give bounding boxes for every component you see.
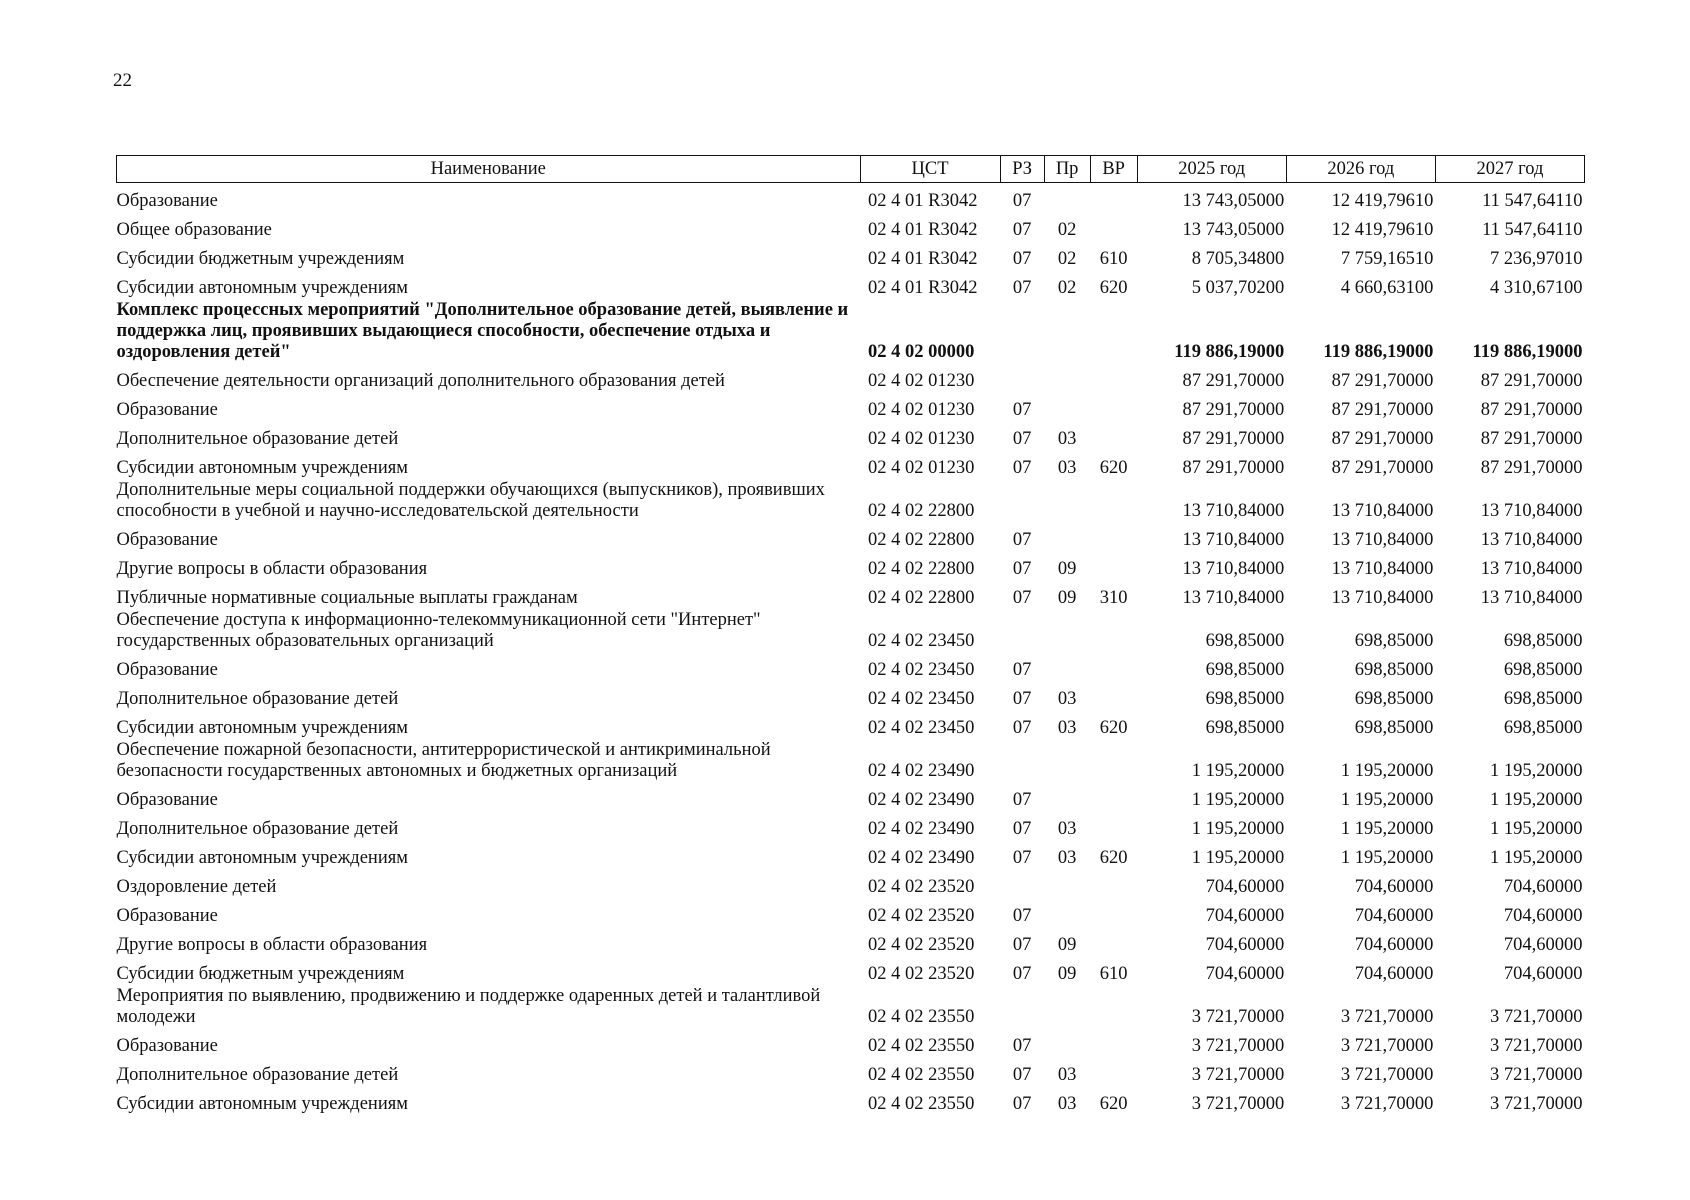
cell-2027: 3 721,70000 xyxy=(1490,1093,1583,1114)
cell-2027: 1 195,20000 xyxy=(1490,760,1583,781)
cell-rz: 07 xyxy=(1012,789,1032,810)
cell-cst: 02 4 02 23520 xyxy=(868,905,975,926)
cell-name: Другие вопросы в области образования xyxy=(116,934,428,955)
cell-name: Субсидии бюджетным учреждениям xyxy=(116,963,405,984)
cell-pr: 03 xyxy=(1057,1064,1077,1085)
header-rz: РЗ xyxy=(1000,156,1044,183)
cell-pr xyxy=(1044,652,1090,681)
cell-vr xyxy=(1090,782,1137,811)
cell-2025: 13 710,84000 xyxy=(1182,500,1285,521)
cell-rz: 07 xyxy=(1012,248,1032,269)
cell-vr xyxy=(1090,183,1137,212)
cell-2025: 704,60000 xyxy=(1205,905,1285,926)
cell-cst: 02 4 02 23490 xyxy=(868,789,975,810)
cell-rz: 07 xyxy=(1012,558,1032,579)
cell-rz: 07 xyxy=(1012,1093,1032,1114)
cell-2025: 87 291,70000 xyxy=(1182,399,1285,420)
cell-2026: 1 195,20000 xyxy=(1340,760,1434,781)
cell-2027: 119 886,19000 xyxy=(1472,341,1583,362)
cell-2026: 87 291,70000 xyxy=(1331,399,1434,420)
cell-pr xyxy=(1044,299,1090,363)
header-cst: ЦСТ xyxy=(860,156,1000,183)
cell-2025: 87 291,70000 xyxy=(1182,457,1285,478)
cell-2026: 119 886,19000 xyxy=(1323,341,1434,362)
cell-cst: 02 4 02 23490 xyxy=(868,760,975,781)
cell-2025: 13 710,84000 xyxy=(1182,529,1285,550)
table-row xyxy=(117,652,1585,681)
cell-pr xyxy=(1044,985,1090,1028)
cell-2026: 704,60000 xyxy=(1354,905,1434,926)
table-row xyxy=(117,985,1585,1028)
table-row xyxy=(117,898,1585,927)
cell-vr xyxy=(1090,985,1137,1028)
cell-rz: 07 xyxy=(1012,688,1032,709)
cell-cst: 02 4 02 23520 xyxy=(868,963,975,984)
cell-cst: 02 4 02 01230 xyxy=(868,370,975,391)
cell-cst: 02 4 02 23520 xyxy=(868,934,975,955)
cell-vr: 620 xyxy=(1099,847,1128,868)
cell-cst: 02 4 02 01230 xyxy=(868,428,975,449)
cell-2027: 11 547,64110 xyxy=(1482,219,1583,240)
table-row xyxy=(117,927,1585,956)
cell-pr xyxy=(1044,739,1090,782)
cell-cst: 02 4 02 23450 xyxy=(868,659,975,680)
cell-2025: 698,85000 xyxy=(1205,630,1285,651)
cell-2026: 698,85000 xyxy=(1354,688,1434,709)
header-vr: ВР xyxy=(1090,156,1137,183)
cell-pr: 09 xyxy=(1057,963,1077,984)
cell-name: Обеспечение деятельности организаций дополнительного образования детей xyxy=(116,370,725,391)
cell-2025: 13 743,05000 xyxy=(1182,219,1285,240)
cell-2026: 1 195,20000 xyxy=(1340,789,1434,810)
cell-name: Образование xyxy=(116,789,218,810)
cell-2025: 13 710,84000 xyxy=(1182,558,1285,579)
cell-name: Образование xyxy=(116,905,218,926)
cell-vr: 610 xyxy=(1099,963,1128,984)
cell-vr xyxy=(1090,421,1137,450)
cell-2027: 698,85000 xyxy=(1503,717,1583,738)
cell-2026: 12 419,79610 xyxy=(1331,190,1434,211)
cell-2026: 13 710,84000 xyxy=(1331,587,1434,608)
cell-rz: 07 xyxy=(1012,457,1032,478)
cell-rz: 07 xyxy=(1012,847,1032,868)
cell-2025: 3 721,70000 xyxy=(1191,1035,1285,1056)
cell-rz: 07 xyxy=(1012,717,1032,738)
cell-2026: 87 291,70000 xyxy=(1331,370,1434,391)
cell-name: Субсидии автономным учреждениям xyxy=(116,717,408,738)
cell-rz: 07 xyxy=(1012,659,1032,680)
cell-vr xyxy=(1090,927,1137,956)
table-row xyxy=(117,782,1585,811)
cell-2026: 3 721,70000 xyxy=(1340,1035,1434,1056)
cell-pr: 03 xyxy=(1057,688,1077,709)
cell-name: Другие вопросы в области образования xyxy=(116,558,428,579)
cell-vr xyxy=(1090,811,1137,840)
cell-vr xyxy=(1090,392,1137,421)
cell-2026: 7 759,16510 xyxy=(1340,248,1434,269)
table-row xyxy=(117,1086,1585,1115)
cell-rz: 07 xyxy=(1012,818,1032,839)
cell-rz: 07 xyxy=(1012,399,1032,420)
header-2026: 2026 год xyxy=(1286,156,1435,183)
table-row xyxy=(117,681,1585,710)
cell-2025: 3 721,70000 xyxy=(1191,1093,1285,1114)
cell-cst: 02 4 02 23550 xyxy=(868,1006,975,1027)
cell-cst: 02 4 02 23450 xyxy=(868,630,975,651)
table-row xyxy=(117,522,1585,551)
cell-pr: 03 xyxy=(1057,1093,1077,1114)
cell-cst: 02 4 01 R3042 xyxy=(868,277,978,298)
cell-cst: 02 4 02 23520 xyxy=(868,876,975,897)
cell-cst: 02 4 02 01230 xyxy=(868,399,975,420)
cell-vr xyxy=(1090,363,1137,392)
cell-pr: 03 xyxy=(1057,428,1077,449)
header-pr: Пр xyxy=(1044,156,1090,183)
cell-rz: 07 xyxy=(1012,963,1032,984)
cell-2026: 704,60000 xyxy=(1354,876,1434,897)
cell-pr xyxy=(1044,522,1090,551)
cell-2027: 13 710,84000 xyxy=(1480,587,1583,608)
cell-2026: 1 195,20000 xyxy=(1340,818,1434,839)
cell-name: Комплекс процессных мероприятий "Дополнительное образование детей, выявление и поддержка лиц, проявивших выдающиеся способности, обеспечение отдыха и оздоровления детей" xyxy=(116,299,849,362)
cell-vr xyxy=(1090,681,1137,710)
cell-2027: 11 547,64110 xyxy=(1482,190,1583,211)
cell-name: Мероприятия по выявлению, продвижению и поддержке одаренных детей и талантливой молодежи xyxy=(116,985,821,1027)
cell-cst: 02 4 02 23550 xyxy=(868,1035,975,1056)
cell-2025: 698,85000 xyxy=(1205,717,1285,738)
table-row xyxy=(117,1057,1585,1086)
header-name: Наименование xyxy=(117,156,861,183)
cell-name: Дополнительные меры социальной поддержки обучающихся (выпускников), проявивших способности в учебной и научно-исследовательской деятельности xyxy=(116,479,825,521)
cell-rz: 07 xyxy=(1012,529,1032,550)
cell-2025: 704,60000 xyxy=(1205,934,1285,955)
cell-2027: 13 710,84000 xyxy=(1480,500,1583,521)
table-row xyxy=(117,551,1585,580)
cell-2026: 13 710,84000 xyxy=(1331,529,1434,550)
cell-cst: 02 4 02 23490 xyxy=(868,847,975,868)
cell-rz: 07 xyxy=(1012,219,1032,240)
cell-pr: 03 xyxy=(1057,818,1077,839)
cell-pr xyxy=(1044,392,1090,421)
cell-vr: 620 xyxy=(1099,717,1128,738)
cell-cst: 02 4 02 23550 xyxy=(868,1064,975,1085)
cell-vr xyxy=(1090,551,1137,580)
cell-rz: 07 xyxy=(1012,905,1032,926)
cell-2025: 13 710,84000 xyxy=(1182,587,1285,608)
cell-name: Субсидии автономным учреждениям xyxy=(116,457,408,478)
table-row xyxy=(117,840,1585,869)
cell-2025: 87 291,70000 xyxy=(1182,370,1285,391)
cell-pr: 02 xyxy=(1057,219,1077,240)
cell-2025: 119 886,19000 xyxy=(1174,341,1285,362)
cell-2027: 87 291,70000 xyxy=(1480,370,1583,391)
table-body xyxy=(117,183,1585,1115)
cell-vr: 620 xyxy=(1099,1093,1128,1114)
cell-2027: 698,85000 xyxy=(1503,688,1583,709)
cell-2027: 7 236,97010 xyxy=(1490,248,1583,269)
cell-rz xyxy=(1000,869,1044,898)
cell-name: Дополнительное образование детей xyxy=(116,428,399,449)
cell-2025: 704,60000 xyxy=(1205,963,1285,984)
cell-vr xyxy=(1090,212,1137,241)
header-row xyxy=(117,156,1585,183)
cell-cst: 02 4 02 23450 xyxy=(868,717,975,738)
cell-2025: 13 743,05000 xyxy=(1182,190,1285,211)
cell-cst: 02 4 02 22800 xyxy=(868,558,975,579)
cell-2026: 704,60000 xyxy=(1354,934,1434,955)
cell-vr xyxy=(1090,1028,1137,1057)
cell-vr xyxy=(1090,299,1137,363)
cell-rz xyxy=(1000,299,1044,363)
cell-name: Образование xyxy=(116,529,218,550)
cell-vr: 620 xyxy=(1099,277,1128,298)
cell-2025: 698,85000 xyxy=(1205,659,1285,680)
table-row xyxy=(117,270,1585,299)
table-row xyxy=(117,183,1585,212)
cell-2026: 12 419,79610 xyxy=(1331,219,1434,240)
cell-rz: 07 xyxy=(1012,587,1032,608)
cell-2025: 3 721,70000 xyxy=(1191,1064,1285,1085)
table-row xyxy=(117,363,1585,392)
table-row xyxy=(117,241,1585,270)
cell-cst: 02 4 01 R3042 xyxy=(868,219,978,240)
cell-2027: 1 195,20000 xyxy=(1490,818,1583,839)
cell-cst: 02 4 02 00000 xyxy=(868,341,975,362)
cell-name: Субсидии автономным учреждениям xyxy=(116,1093,408,1114)
cell-cst: 02 4 02 01230 xyxy=(868,457,975,478)
page-number: 22 xyxy=(113,70,132,91)
cell-cst: 02 4 02 22800 xyxy=(868,500,975,521)
cell-vr xyxy=(1090,898,1137,927)
cell-2025: 87 291,70000 xyxy=(1182,428,1285,449)
cell-pr xyxy=(1044,898,1090,927)
cell-2026: 698,85000 xyxy=(1354,717,1434,738)
cell-cst: 02 4 02 22800 xyxy=(868,587,975,608)
table-row xyxy=(117,580,1585,609)
cell-2027: 3 721,70000 xyxy=(1490,1035,1583,1056)
cell-2025: 704,60000 xyxy=(1205,876,1285,897)
cell-cst: 02 4 01 R3042 xyxy=(868,248,978,269)
cell-vr xyxy=(1090,609,1137,652)
cell-name: Образование xyxy=(116,399,218,420)
cell-2027: 4 310,67100 xyxy=(1490,277,1583,298)
cell-2027: 1 195,20000 xyxy=(1490,789,1583,810)
cell-2026: 87 291,70000 xyxy=(1331,457,1434,478)
cell-vr xyxy=(1090,652,1137,681)
cell-2025: 5 037,70200 xyxy=(1191,277,1285,298)
cell-pr: 02 xyxy=(1057,248,1077,269)
cell-2027: 704,60000 xyxy=(1503,905,1583,926)
cell-name: Субсидии бюджетным учреждениям xyxy=(116,248,405,269)
cell-pr xyxy=(1044,782,1090,811)
cell-name: Публичные нормативные социальные выплаты гражданам xyxy=(116,587,578,608)
cell-2026: 87 291,70000 xyxy=(1331,428,1434,449)
cell-rz: 07 xyxy=(1012,934,1032,955)
cell-2025: 8 705,34800 xyxy=(1191,248,1285,269)
cell-cst: 02 4 01 R3042 xyxy=(868,190,978,211)
cell-pr xyxy=(1044,1028,1090,1057)
table-row xyxy=(117,811,1585,840)
table-row xyxy=(117,421,1585,450)
cell-pr: 09 xyxy=(1057,934,1077,955)
table-row xyxy=(117,710,1585,739)
cell-rz: 07 xyxy=(1012,1064,1032,1085)
cell-2027: 87 291,70000 xyxy=(1480,399,1583,420)
cell-2027: 1 195,20000 xyxy=(1490,847,1583,868)
table-row xyxy=(117,869,1585,898)
cell-2027: 704,60000 xyxy=(1503,963,1583,984)
cell-name: Дополнительное образование детей xyxy=(116,688,399,709)
table-row xyxy=(117,956,1585,985)
cell-2027: 87 291,70000 xyxy=(1480,428,1583,449)
cell-name: Обеспечение пожарной безопасности, антитеррористической и антикриминальной безопасности государственных автономных и бюджетных организаций xyxy=(116,739,771,781)
cell-vr: 610 xyxy=(1099,248,1128,269)
cell-2027: 3 721,70000 xyxy=(1490,1006,1583,1027)
cell-rz xyxy=(1000,609,1044,652)
cell-pr xyxy=(1044,479,1090,522)
cell-pr: 09 xyxy=(1057,558,1077,579)
cell-2026: 3 721,70000 xyxy=(1340,1093,1434,1114)
cell-2025: 1 195,20000 xyxy=(1191,818,1285,839)
cell-name: Общее образование xyxy=(116,219,272,240)
cell-name: Образование xyxy=(116,659,218,680)
cell-name: Дополнительное образование детей xyxy=(116,818,399,839)
cell-2026: 698,85000 xyxy=(1354,630,1434,651)
cell-pr: 03 xyxy=(1057,847,1077,868)
cell-vr xyxy=(1090,1057,1137,1086)
cell-2026: 3 721,70000 xyxy=(1340,1064,1434,1085)
cell-2026: 3 721,70000 xyxy=(1340,1006,1434,1027)
cell-2025: 1 195,20000 xyxy=(1191,789,1285,810)
cell-2025: 1 195,20000 xyxy=(1191,847,1285,868)
cell-2025: 698,85000 xyxy=(1205,688,1285,709)
cell-2026: 698,85000 xyxy=(1354,659,1434,680)
cell-vr xyxy=(1090,739,1137,782)
cell-cst: 02 4 02 23550 xyxy=(868,1093,975,1114)
cell-2026: 1 195,20000 xyxy=(1340,847,1434,868)
cell-pr: 03 xyxy=(1057,717,1077,738)
cell-2026: 704,60000 xyxy=(1354,963,1434,984)
cell-pr xyxy=(1044,363,1090,392)
cell-rz: 07 xyxy=(1012,277,1032,298)
cell-name: Субсидии автономным учреждениям xyxy=(116,277,408,298)
table-row xyxy=(117,212,1585,241)
table-row xyxy=(117,450,1585,479)
cell-pr: 03 xyxy=(1057,457,1077,478)
table-row xyxy=(117,479,1585,522)
cell-vr xyxy=(1090,479,1137,522)
cell-name: Образование xyxy=(116,1035,218,1056)
cell-cst: 02 4 02 23450 xyxy=(868,688,975,709)
budget-table xyxy=(116,155,1585,1115)
header-2025: 2025 год xyxy=(1137,156,1286,183)
table-row xyxy=(117,609,1585,652)
cell-rz xyxy=(1000,363,1044,392)
cell-2027: 3 721,70000 xyxy=(1490,1064,1583,1085)
cell-name: Субсидии автономным учреждениям xyxy=(116,847,408,868)
cell-rz xyxy=(1000,479,1044,522)
cell-pr xyxy=(1044,609,1090,652)
table-row xyxy=(117,1028,1585,1057)
cell-name: Обеспечение доступа к информационно-телекоммуникационной сети "Интернет" государственных образовательных организаций xyxy=(116,609,761,651)
cell-name: Дополнительное образование детей xyxy=(116,1064,399,1085)
cell-pr: 09 xyxy=(1057,587,1077,608)
cell-2027: 13 710,84000 xyxy=(1480,529,1583,550)
cell-cst: 02 4 02 23490 xyxy=(868,818,975,839)
table-header xyxy=(117,156,1585,183)
table-row xyxy=(117,299,1585,363)
cell-2026: 13 710,84000 xyxy=(1331,558,1434,579)
cell-2026: 4 660,63100 xyxy=(1340,277,1434,298)
cell-vr: 310 xyxy=(1099,587,1128,608)
cell-pr: 02 xyxy=(1057,277,1077,298)
header-2027: 2027 год xyxy=(1435,156,1584,183)
cell-2027: 704,60000 xyxy=(1503,876,1583,897)
cell-2027: 704,60000 xyxy=(1503,934,1583,955)
cell-rz: 07 xyxy=(1012,190,1032,211)
cell-rz xyxy=(1000,985,1044,1028)
cell-2027: 698,85000 xyxy=(1503,659,1583,680)
cell-2025: 3 721,70000 xyxy=(1191,1006,1285,1027)
cell-rz xyxy=(1000,739,1044,782)
cell-vr: 620 xyxy=(1099,457,1128,478)
cell-rz: 07 xyxy=(1012,1035,1032,1056)
table-row xyxy=(117,392,1585,421)
cell-2027: 698,85000 xyxy=(1503,630,1583,651)
cell-vr xyxy=(1090,522,1137,551)
table-row xyxy=(117,739,1585,782)
cell-vr xyxy=(1090,869,1137,898)
cell-cst: 02 4 02 22800 xyxy=(868,529,975,550)
cell-2026: 13 710,84000 xyxy=(1331,500,1434,521)
cell-pr xyxy=(1044,183,1090,212)
cell-2027: 13 710,84000 xyxy=(1480,558,1583,579)
cell-pr xyxy=(1044,869,1090,898)
cell-rz: 07 xyxy=(1012,428,1032,449)
cell-2025: 1 195,20000 xyxy=(1191,760,1285,781)
cell-2027: 87 291,70000 xyxy=(1480,457,1583,478)
cell-name: Оздоровление детей xyxy=(116,876,277,897)
cell-name: Образование xyxy=(116,190,218,211)
